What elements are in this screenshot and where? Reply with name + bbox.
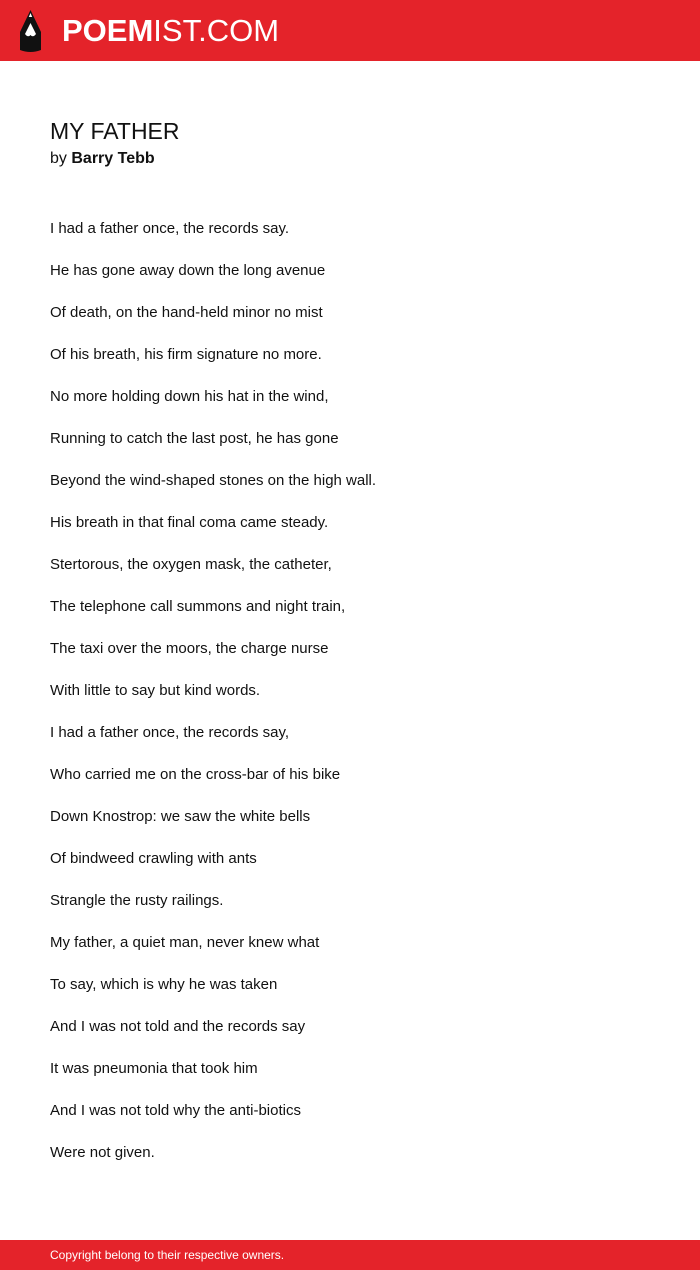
poem-line: My father, a quiet man, never knew what xyxy=(50,934,320,951)
poem-line: He has gone away down the long avenue xyxy=(50,262,326,279)
poem-line: Stertorous, the oxygen mask, the catheter, xyxy=(50,556,332,573)
poem-line: And I was not told and the records say xyxy=(50,1018,306,1035)
poem-line: His breath in that final coma came steady. xyxy=(50,514,329,531)
poem-line: Of death, on the hand-held minor no mist xyxy=(50,304,323,321)
poem-line: Strangle the rusty railings. xyxy=(50,892,224,909)
poem-line: With little to say but kind words. xyxy=(50,682,261,699)
poem-line: Beyond the wind-shaped stones on the high wall. xyxy=(50,472,377,489)
poem-line: Who carried me on the cross-bar of his bike xyxy=(50,766,341,783)
poem-line: Of bindweed crawling with ants xyxy=(50,850,257,867)
pencil-tip-icon xyxy=(18,10,43,52)
poem-line: I had a father once, the records say, xyxy=(50,724,290,741)
copyright-notice: Copyright belong to their respective owners. xyxy=(50,1248,285,1262)
poem-author: Barry Tebb xyxy=(71,150,155,167)
poem-line: Of his breath, his firm signature no more. xyxy=(50,346,322,363)
poem-line: The telephone call summons and night train, xyxy=(50,598,346,615)
poem-line: And I was not told why the anti-biotics xyxy=(50,1102,301,1119)
poem-body xyxy=(50,218,376,1184)
poem-line: Down Knostrop: we saw the white bells xyxy=(50,808,311,825)
site-footer xyxy=(0,1240,700,1270)
site-logo[interactable] xyxy=(18,10,279,52)
poem-line: Were not given. xyxy=(50,1144,155,1161)
site-name xyxy=(62,10,279,52)
poem-line: To say, which is why he was taken xyxy=(50,976,278,993)
poem-title: MY FATHER xyxy=(50,118,180,144)
site-header xyxy=(0,0,700,61)
poem-line: No more holding down his hat in the wind, xyxy=(50,388,329,405)
site-name-bold: POEM xyxy=(62,13,154,48)
by-label: by xyxy=(50,150,67,167)
poem-line: The taxi over the moors, the charge nurse xyxy=(50,640,329,657)
poem-byline xyxy=(50,148,155,170)
poem-line: I had a father once, the records say. xyxy=(50,220,290,237)
poem-line: It was pneumonia that took him xyxy=(50,1060,258,1077)
site-name-light: IST.COM xyxy=(153,13,280,48)
poem-line: Running to catch the last post, he has gone xyxy=(50,430,339,447)
